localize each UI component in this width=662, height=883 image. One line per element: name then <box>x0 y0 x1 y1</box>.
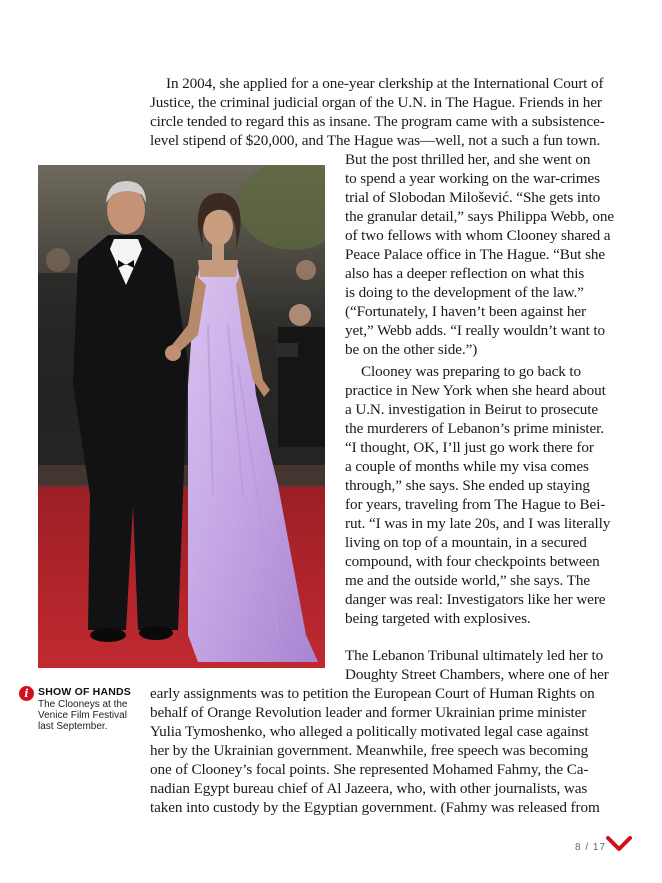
article-line: Clooney was preparing to go back to <box>361 363 582 380</box>
caption-line: Venice Film Festival <box>38 710 127 721</box>
total-pages: 17 <box>592 842 607 853</box>
article-line: also has a deeper reflection on what this <box>345 265 585 282</box>
article-line: living on top of a mountain, in a secured <box>345 534 587 551</box>
article-line: nadian Egypt bureau chief of Al Jazeera, who, with other journalists, was <box>150 780 588 797</box>
article-line: her by the Ukrainian government. Meanwhile, free speech was becoming <box>150 742 589 759</box>
article-line: be on the other side.”) <box>345 341 478 358</box>
article-line: one of Clooney’s focal points. She represented Mohamed Fahmy, the Ca- <box>150 761 589 778</box>
current-page: 8 <box>575 842 582 853</box>
article-line: Justice, the criminal judicial organ of the U.N. in The Hague. Friends in her <box>150 94 602 111</box>
caption-heading: SHOW OF HANDS <box>38 686 132 698</box>
article-line: a U.N. investigation in Beirut to prosecute <box>345 401 598 418</box>
article-line: to spend a year working on the war-crimes <box>345 170 600 187</box>
article-line: But the post thrilled her, and she went on <box>345 151 591 168</box>
article-line: Peace Palace office in The Hague. “But she <box>345 246 606 263</box>
article-line: is doing to the development of the law.” <box>345 284 584 301</box>
article-line: through,” she says. She ended up staying <box>345 477 590 494</box>
article-line: circle tended to regard this as insane. The program came with a subsistence- <box>150 113 605 130</box>
page-separator: / <box>585 842 590 853</box>
photo-illustration <box>38 165 325 668</box>
article-line: trial of Slobodan Milošević. “She gets into <box>345 189 601 206</box>
article-line: Yulia Tymoshenko, who alleged a politically motivated legal case against <box>150 723 589 740</box>
caption-line: The Clooneys at the <box>38 699 128 710</box>
article-line: rut. “I was in my late 20s, and I was literally <box>345 515 611 532</box>
article-line: practice in New York when she heard about <box>345 382 606 399</box>
article-line: for years, traveling from The Hague to Bei- <box>345 496 606 513</box>
article-line: compound, with four checkpoints between <box>345 553 600 570</box>
article-line: yet,” Webb adds. “I really wouldn’t want to <box>345 322 606 339</box>
article-line: a couple of months while my visa comes <box>345 458 589 475</box>
article-line: of two fellows with whom Clooney shared a <box>345 227 611 244</box>
article-line: being targeted with explosives. <box>345 610 531 627</box>
article-line: early assignments was to petition the European Court of Human Rights on <box>150 685 595 702</box>
article-line: (“Fortunately, I haven’t been against her <box>345 303 586 320</box>
page-indicator <box>575 842 606 853</box>
article-photo <box>38 165 325 668</box>
next-page-button[interactable] <box>606 835 632 853</box>
article-line: taken into custody by the Egyptian government. (Fahmy was released from <box>150 799 600 816</box>
article-line: In 2004, she applied for a one-year clerkship at the International Court of <box>166 75 604 92</box>
article-line: danger was real: Investigators like her were <box>345 591 606 608</box>
article-line: me and the outside world,” she says. The <box>345 572 590 589</box>
article-line: behalf of Orange Revolution leader and former Ukrainian prime minister <box>150 704 587 721</box>
caption-line: last September. <box>38 721 108 732</box>
info-icon: i <box>19 686 34 701</box>
article-line: the granular detail,” says Philippa Webb, one <box>345 208 614 225</box>
article-line: the murderers of Lebanon’s prime minister. <box>345 420 604 437</box>
photo-joined-hands <box>165 345 181 361</box>
article-line: The Lebanon Tribunal ultimately led her to <box>345 647 604 664</box>
article-line: level stipend of $20,000, and The Hague was—well, not a such a fun town. <box>150 132 601 149</box>
article-line: “I thought, OK, I’ll just go work there for <box>345 439 594 456</box>
article-line: Doughty Street Chambers, where one of her <box>345 666 609 683</box>
chevron-down-icon <box>606 835 632 853</box>
